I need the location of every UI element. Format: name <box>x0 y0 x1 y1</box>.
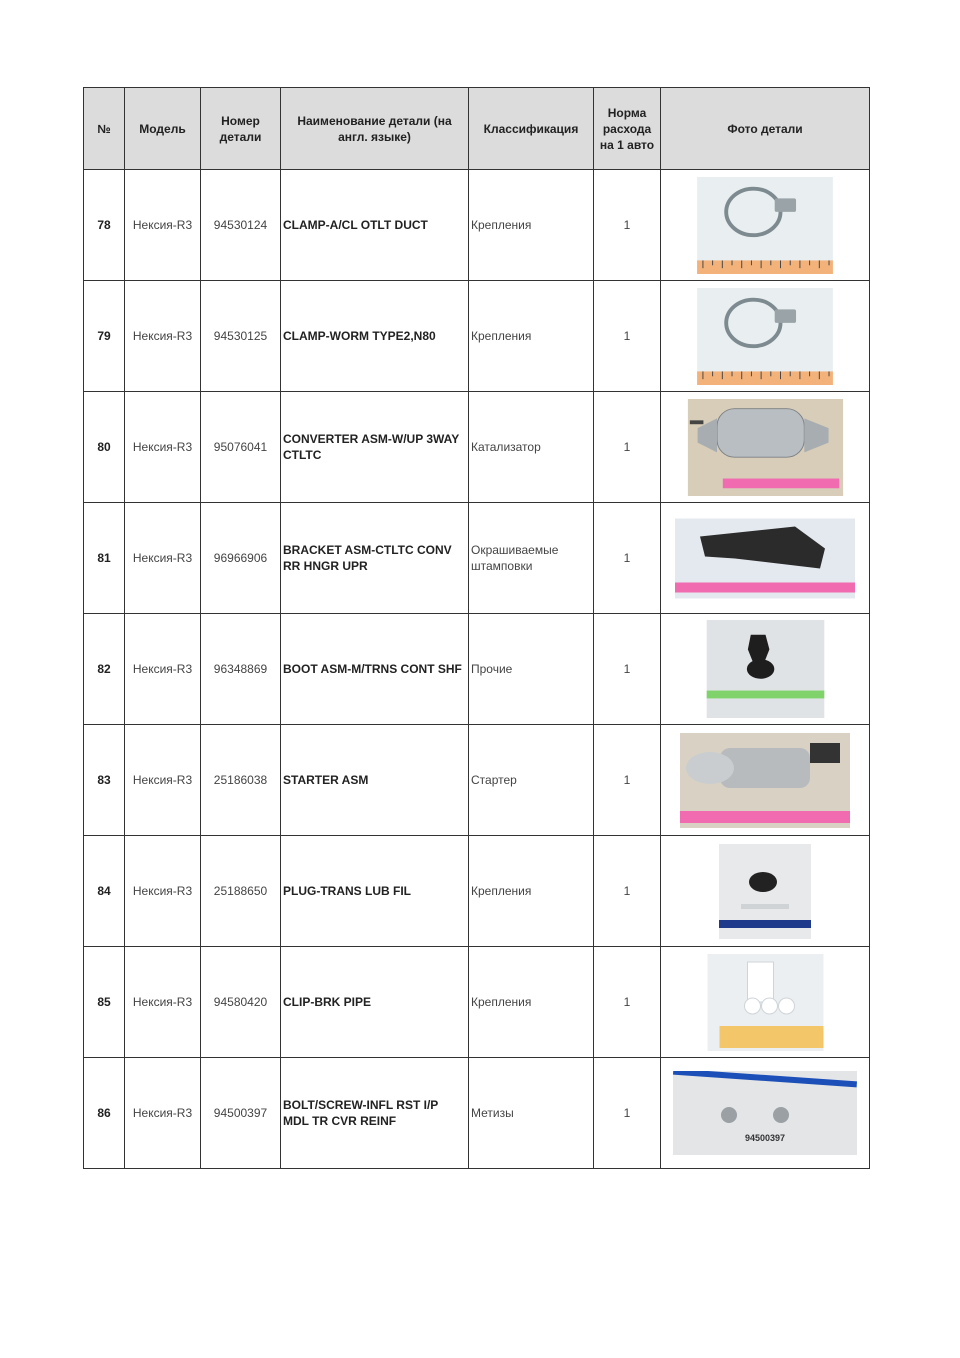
row-classification: Окрашиваемые штамповки <box>469 503 594 614</box>
table-row <box>84 947 870 1058</box>
row-classification: Крепления <box>469 836 594 947</box>
table-row <box>84 392 870 503</box>
row-classification: Крепления <box>469 281 594 392</box>
clip-photo <box>707 954 824 1051</box>
header-norm: Норма расхода на 1 авто <box>594 88 661 170</box>
table-header-row <box>84 88 870 170</box>
row-model: Нексия-R3 <box>125 1058 201 1169</box>
table-row <box>84 614 870 725</box>
table-row <box>84 503 870 614</box>
hose-clamp-icon <box>694 288 836 385</box>
row-model: Нексия-R3 <box>125 170 201 281</box>
clip-icon <box>707 954 824 1051</box>
row-part-name: PLUG-TRANS LUB FIL <box>281 836 469 947</box>
header-part-number: Номер детали <box>201 88 281 170</box>
row-classification: Стартер <box>469 725 594 836</box>
hose-clamp-photo <box>694 177 836 274</box>
row-number: 79 <box>84 281 125 392</box>
row-number: 81 <box>84 503 125 614</box>
row-norm: 1 <box>594 1058 661 1169</box>
row-photo <box>661 836 870 947</box>
row-part-number: 94530124 <box>201 170 281 281</box>
row-number: 85 <box>84 947 125 1058</box>
row-model: Нексия-R3 <box>125 725 201 836</box>
row-model: Нексия-R3 <box>125 614 201 725</box>
row-part-name: BOLT/SCREW-INFL RST I/P MDL TR CVR REINF <box>281 1058 469 1169</box>
row-photo <box>661 947 870 1058</box>
row-model: Нексия-R3 <box>125 281 201 392</box>
row-model: Нексия-R3 <box>125 836 201 947</box>
bracket-icon <box>675 518 855 599</box>
table-row <box>84 725 870 836</box>
row-part-name: CLIP-BRK PIPE <box>281 947 469 1058</box>
row-model: Нексия-R3 <box>125 947 201 1058</box>
row-classification: Прочие <box>469 614 594 725</box>
row-number: 82 <box>84 614 125 725</box>
row-norm: 1 <box>594 614 661 725</box>
starter-photo <box>680 732 850 829</box>
row-part-number: 94580420 <box>201 947 281 1058</box>
parts-table <box>83 87 870 1169</box>
hose-clamp-icon <box>694 177 836 274</box>
header-model: Модель <box>125 88 201 170</box>
bolt-photo <box>673 1071 857 1155</box>
boot-icon <box>705 620 826 718</box>
starter-icon <box>680 732 850 829</box>
plug-icon <box>719 844 811 939</box>
row-number: 78 <box>84 170 125 281</box>
row-classification: Метизы <box>469 1058 594 1169</box>
row-number: 80 <box>84 392 125 503</box>
row-part-number: 25188650 <box>201 836 281 947</box>
row-classification: Крепления <box>469 947 594 1058</box>
table-row <box>84 836 870 947</box>
table-row <box>84 1058 870 1169</box>
row-norm: 1 <box>594 170 661 281</box>
row-number: 83 <box>84 725 125 836</box>
header-classification: Классификация <box>469 88 594 170</box>
row-part-name: CONVERTER ASM-W/UP 3WAY CTLTC <box>281 392 469 503</box>
row-part-name: CLAMP-A/CL OTLT DUCT <box>281 170 469 281</box>
plug-photo <box>719 844 811 939</box>
photo-caption: 94500397 <box>744 1133 786 1143</box>
table-row <box>84 170 870 281</box>
row-norm: 1 <box>594 281 661 392</box>
row-part-number: 96348869 <box>201 614 281 725</box>
header-photo: Фото детали <box>661 88 870 170</box>
row-norm: 1 <box>594 947 661 1058</box>
row-number: 86 <box>84 1058 125 1169</box>
row-part-number: 96966906 <box>201 503 281 614</box>
row-part-number: 95076041 <box>201 392 281 503</box>
header-name: Наименование детали (на англ. языке) <box>281 88 469 170</box>
row-classification: Катализатор <box>469 392 594 503</box>
row-photo <box>661 1058 870 1169</box>
bracket-photo <box>675 518 855 599</box>
row-norm: 1 <box>594 392 661 503</box>
row-norm: 1 <box>594 503 661 614</box>
boot-photo <box>705 620 826 718</box>
row-norm: 1 <box>594 725 661 836</box>
row-part-number: 94530125 <box>201 281 281 392</box>
row-classification: Крепления <box>469 170 594 281</box>
row-model: Нексия-R3 <box>125 392 201 503</box>
header-no: № <box>84 88 125 170</box>
row-part-name: CLAMP-WORM TYPE2,N80 <box>281 281 469 392</box>
row-part-name: BRACKET ASM-CTLTC CONV RR HNGR UPR <box>281 503 469 614</box>
row-photo <box>661 392 870 503</box>
hose-clamp-photo <box>694 288 836 385</box>
row-photo <box>661 503 870 614</box>
table-row <box>84 281 870 392</box>
row-part-number: 94500397 <box>201 1058 281 1169</box>
row-photo <box>661 170 870 281</box>
row-part-name: BOOT ASM-M/TRNS CONT SHF <box>281 614 469 725</box>
catalytic-converter-icon <box>683 399 848 496</box>
row-part-number: 25186038 <box>201 725 281 836</box>
row-norm: 1 <box>594 836 661 947</box>
row-number: 84 <box>84 836 125 947</box>
row-photo <box>661 614 870 725</box>
catalytic-converter-photo <box>683 399 848 496</box>
row-model: Нексия-R3 <box>125 503 201 614</box>
row-photo <box>661 281 870 392</box>
row-part-name: STARTER ASM <box>281 725 469 836</box>
row-photo <box>661 725 870 836</box>
